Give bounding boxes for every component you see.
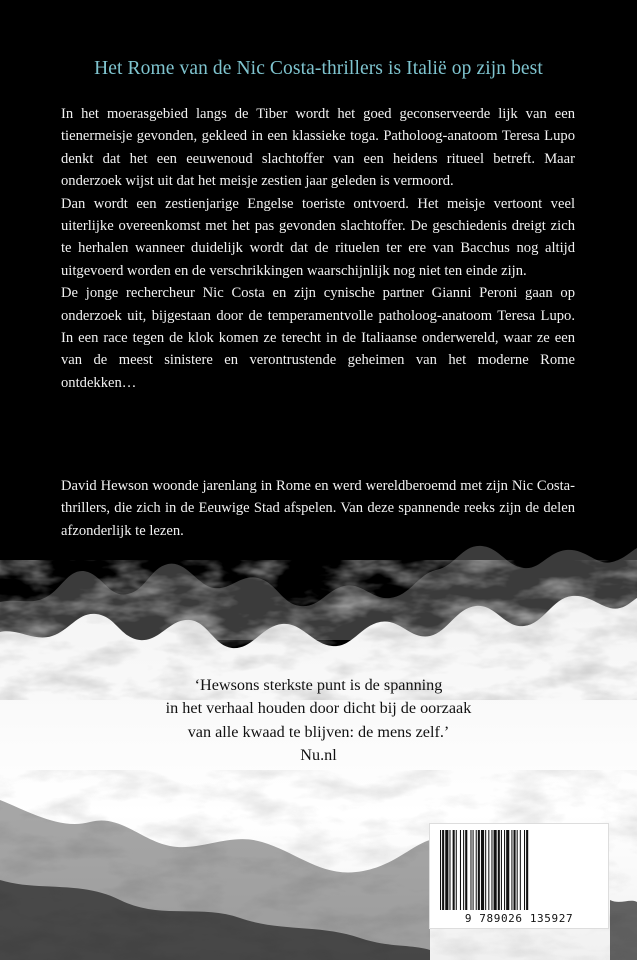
isbn-barcode <box>429 823 609 929</box>
barcode-bar <box>449 830 450 910</box>
barcode-bar <box>501 830 502 910</box>
barcode-bar <box>460 830 461 910</box>
quote-source: Nu.nl <box>300 746 337 765</box>
barcode-bar <box>440 830 441 910</box>
barcode-bar <box>524 830 525 910</box>
quote-line: van alle kwaad te blijven: de mens zelf.’ <box>187 722 450 741</box>
barcode-bar <box>498 830 500 910</box>
barcode-bar <box>481 830 484 910</box>
barcode-bar <box>494 830 497 910</box>
blurb-paragraph: De jonge rechercheur Nic Costa en zijn cynische partner Gianni Peroni gaan op onderzoek uit, bijgestaan door de temperamentvolle patholoog-anatoom Teresa Lupo. In een race tegen de klok komen ze terecht in de Italiaanse onderwereld, waar ze een van de meest sinistere en verontrustende geheimen van het moderne Rome ontdekken… <box>61 285 575 391</box>
barcode-bar <box>526 830 528 910</box>
tagline: Het Rome van de Nic Costa-thrillers is Italië op zijn best <box>94 58 543 79</box>
barcode-bar <box>470 830 471 910</box>
author-bio <box>61 475 575 542</box>
blurb-paragraph: Dan wordt een zestienjarige Engelse toeriste ontvoerd. Het meisje vertoont veel uiterlijke overeenkomst met het pas gevonden slachtoffer. De geschiedenis dreigt zich te herhalen wanneer duidelijk wordt dat de rituelen ter ere van Bacchus nog altijd uitgevoerd worden en de verschrikkingen waarschijnlijk nog niet ten einde zijn. <box>61 195 575 279</box>
barcode-bar <box>506 830 509 910</box>
barcode-bar <box>465 830 467 910</box>
barcode-bar <box>520 830 521 910</box>
barcode-bar <box>478 830 480 910</box>
barcode-bar <box>511 830 512 910</box>
barcode-bar <box>485 830 486 910</box>
author-bio-text: David Hewson woonde jarenlang in Rome en werd wereldberoemd met zijn Nic Costa-thrillers, die zich in de Eeuwige Stad afspelen. Van deze spannende reeks zijn de delen afzonderlijk te lezen. <box>61 478 575 539</box>
barcode-bar <box>456 830 457 910</box>
barcode-bar <box>473 830 474 910</box>
isbn-number: 9 789026 135927 <box>464 912 574 925</box>
barcode-bar <box>463 830 464 910</box>
quote-line: in het verhaal houden door dicht bij de oorzaak <box>165 699 472 718</box>
barcode-bar <box>476 830 477 910</box>
quote-line: ‘Hewsons sterkste punt is de spanning <box>194 676 443 694</box>
barcode-bar <box>453 830 455 910</box>
barcode-bar <box>488 830 489 910</box>
review-quote <box>0 674 637 768</box>
blurb-paragraph: In het moerasgebied langs de Tiber wordt het goed geconserveerde lijk van een tienermeisje gevonden, gekleed in een klassieke toga. Patholoog-anatoom Teresa Lupo denkt dat het een eeuwenoud slachtoffer van een heidens ritueel betreft. Maar onderzoek wijst uit dat het meisje zestien jaar geleden is vermoord. <box>61 106 575 190</box>
barcode-bar <box>442 830 444 910</box>
barcode-bars <box>440 830 600 910</box>
barcode-bar <box>445 830 448 910</box>
barcode-bar <box>517 830 518 910</box>
barcode-bar <box>514 830 516 910</box>
barcode-bar <box>504 830 505 910</box>
blurb <box>61 103 575 394</box>
barcode-bar <box>491 830 492 910</box>
